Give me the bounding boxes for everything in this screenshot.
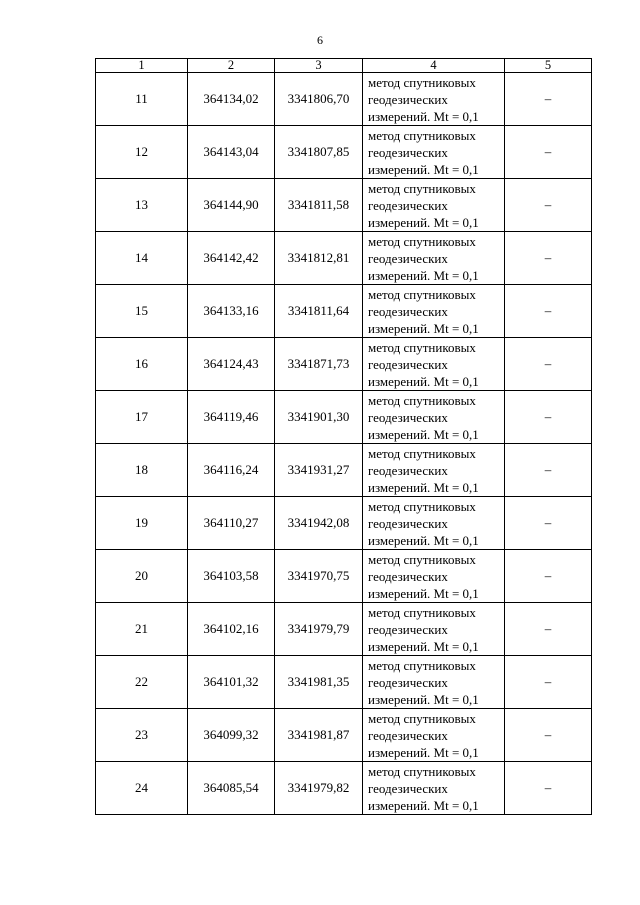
- method-text-line: метод спутниковых: [368, 180, 476, 196]
- coordinate-y-cell: 3341979,79: [275, 603, 363, 656]
- table-row: [96, 603, 592, 656]
- method-cell: [363, 603, 505, 656]
- table-body: [96, 73, 592, 815]
- note-cell: –: [505, 73, 592, 126]
- coordinate-y-cell: 3341979,82: [275, 762, 363, 815]
- method-cell: [363, 391, 505, 444]
- method-text-line: метод спутниковых: [368, 551, 476, 567]
- table-row: [96, 232, 592, 285]
- coordinate-x-cell: 364143,04: [188, 126, 275, 179]
- point-number-cell: 24: [96, 762, 188, 815]
- point-number-cell: 11: [96, 73, 188, 126]
- note-cell: –: [505, 126, 592, 179]
- method-text-line: измерений. Mt = 0,1: [368, 320, 479, 336]
- coordinate-y-cell: 3341942,08: [275, 497, 363, 550]
- method-text-line: геодезических: [368, 621, 448, 637]
- method-text-line: метод спутниковых: [368, 498, 476, 514]
- coordinate-y-cell: 3341871,73: [275, 338, 363, 391]
- method-cell: [363, 73, 505, 126]
- method-text-line: метод спутниковых: [368, 763, 476, 779]
- coordinate-x-cell: 364124,43: [188, 338, 275, 391]
- coordinate-y-cell: 3341931,27: [275, 444, 363, 497]
- method-cell: [363, 338, 505, 391]
- point-number-cell: 14: [96, 232, 188, 285]
- method-text-line: геодезических: [368, 250, 448, 266]
- coordinate-x-cell: 364103,58: [188, 550, 275, 603]
- header-col-5: 5: [505, 59, 592, 73]
- coordinate-x-cell: 364133,16: [188, 285, 275, 338]
- method-text-line: измерений. Mt = 0,1: [368, 797, 479, 813]
- method-text-line: метод спутниковых: [368, 233, 476, 249]
- method-text-line: измерений. Mt = 0,1: [368, 638, 479, 654]
- method-text-line: геодезических: [368, 727, 448, 743]
- header-row: [96, 59, 592, 73]
- point-number-cell: 23: [96, 709, 188, 762]
- coordinates-table: [95, 58, 592, 815]
- method-text-line: измерений. Mt = 0,1: [368, 426, 479, 442]
- point-number-cell: 18: [96, 444, 188, 497]
- table-row: [96, 444, 592, 497]
- table-row: [96, 497, 592, 550]
- coordinate-y-cell: 3341811,64: [275, 285, 363, 338]
- method-text-line: измерений. Mt = 0,1: [368, 479, 479, 495]
- method-cell: [363, 285, 505, 338]
- method-text-line: измерений. Mt = 0,1: [368, 373, 479, 389]
- note-cell: –: [505, 285, 592, 338]
- method-text-line: измерений. Mt = 0,1: [368, 108, 479, 124]
- method-text-line: геодезических: [368, 197, 448, 213]
- page-number: 6: [317, 33, 323, 47]
- method-text-line: метод спутниковых: [368, 445, 476, 461]
- table-header: [96, 59, 592, 73]
- table-row: [96, 656, 592, 709]
- point-number-cell: 22: [96, 656, 188, 709]
- method-text-line: метод спутниковых: [368, 657, 476, 673]
- method-text-line: измерений. Mt = 0,1: [368, 267, 479, 283]
- method-cell: [363, 709, 505, 762]
- table-row: [96, 179, 592, 232]
- coordinate-x-cell: 364099,32: [188, 709, 275, 762]
- method-cell: [363, 444, 505, 497]
- table-row: [96, 709, 592, 762]
- table-row: [96, 762, 592, 815]
- method-text-line: геодезических: [368, 674, 448, 690]
- point-number-cell: 12: [96, 126, 188, 179]
- coordinate-y-cell: 3341970,75: [275, 550, 363, 603]
- method-text-line: метод спутниковых: [368, 127, 476, 143]
- method-cell: [363, 126, 505, 179]
- table-row: [96, 285, 592, 338]
- note-cell: –: [505, 762, 592, 815]
- method-text-line: измерений. Mt = 0,1: [368, 532, 479, 548]
- coordinate-x-cell: 364142,42: [188, 232, 275, 285]
- note-cell: –: [505, 709, 592, 762]
- coordinate-y-cell: 3341811,58: [275, 179, 363, 232]
- coordinate-x-cell: 364101,32: [188, 656, 275, 709]
- coordinate-x-cell: 364134,02: [188, 73, 275, 126]
- point-number-cell: 17: [96, 391, 188, 444]
- method-text-line: геодезических: [368, 356, 448, 372]
- coordinate-x-cell: 364102,16: [188, 603, 275, 656]
- note-cell: –: [505, 391, 592, 444]
- point-number-cell: 21: [96, 603, 188, 656]
- method-text-line: геодезических: [368, 515, 448, 531]
- note-cell: –: [505, 338, 592, 391]
- table-row: [96, 391, 592, 444]
- point-number-cell: 20: [96, 550, 188, 603]
- coordinate-x-cell: 364116,24: [188, 444, 275, 497]
- header-col-2: 2: [188, 59, 275, 73]
- coordinate-x-cell: 364119,46: [188, 391, 275, 444]
- method-cell: [363, 550, 505, 603]
- header-col-1: 1: [96, 59, 188, 73]
- method-text-line: измерений. Mt = 0,1: [368, 161, 479, 177]
- method-text-line: геодезических: [368, 303, 448, 319]
- method-text-line: геодезических: [368, 409, 448, 425]
- coordinate-x-cell: 364144,90: [188, 179, 275, 232]
- coordinate-y-cell: 3341807,85: [275, 126, 363, 179]
- method-cell: [363, 497, 505, 550]
- method-text-line: метод спутниковых: [368, 339, 476, 355]
- table-row: [96, 550, 592, 603]
- method-text-line: измерений. Mt = 0,1: [368, 691, 479, 707]
- method-cell: [363, 656, 505, 709]
- table-row: [96, 126, 592, 179]
- table-row: [96, 73, 592, 126]
- point-number-cell: 15: [96, 285, 188, 338]
- method-text-line: геодезических: [368, 780, 448, 796]
- coordinate-y-cell: 3341812,81: [275, 232, 363, 285]
- method-text-line: метод спутниковых: [368, 710, 476, 726]
- method-text-line: измерений. Mt = 0,1: [368, 214, 479, 230]
- coordinate-y-cell: 3341981,87: [275, 709, 363, 762]
- header-col-4: 4: [363, 59, 505, 73]
- coordinate-x-cell: 364110,27: [188, 497, 275, 550]
- method-cell: [363, 179, 505, 232]
- method-text-line: метод спутниковых: [368, 604, 476, 620]
- note-cell: –: [505, 656, 592, 709]
- method-text-line: измерений. Mt = 0,1: [368, 744, 479, 760]
- method-text-line: метод спутниковых: [368, 392, 476, 408]
- note-cell: –: [505, 179, 592, 232]
- note-cell: –: [505, 444, 592, 497]
- coordinate-x-cell: 364085,54: [188, 762, 275, 815]
- method-text-line: метод спутниковых: [368, 286, 476, 302]
- method-text-line: геодезических: [368, 568, 448, 584]
- method-text-line: метод спутниковых: [368, 74, 476, 90]
- method-text-line: геодезических: [368, 91, 448, 107]
- method-text-line: измерений. Mt = 0,1: [368, 585, 479, 601]
- note-cell: –: [505, 550, 592, 603]
- header-col-3: 3: [275, 59, 363, 73]
- note-cell: –: [505, 603, 592, 656]
- note-cell: –: [505, 497, 592, 550]
- method-text-line: геодезических: [368, 462, 448, 478]
- method-text-line: геодезических: [368, 144, 448, 160]
- coordinate-y-cell: 3341901,30: [275, 391, 363, 444]
- point-number-cell: 16: [96, 338, 188, 391]
- coordinate-y-cell: 3341806,70: [275, 73, 363, 126]
- point-number-cell: 19: [96, 497, 188, 550]
- point-number-cell: 13: [96, 179, 188, 232]
- note-cell: –: [505, 232, 592, 285]
- method-cell: [363, 762, 505, 815]
- table-row: [96, 338, 592, 391]
- method-cell: [363, 232, 505, 285]
- coordinate-y-cell: 3341981,35: [275, 656, 363, 709]
